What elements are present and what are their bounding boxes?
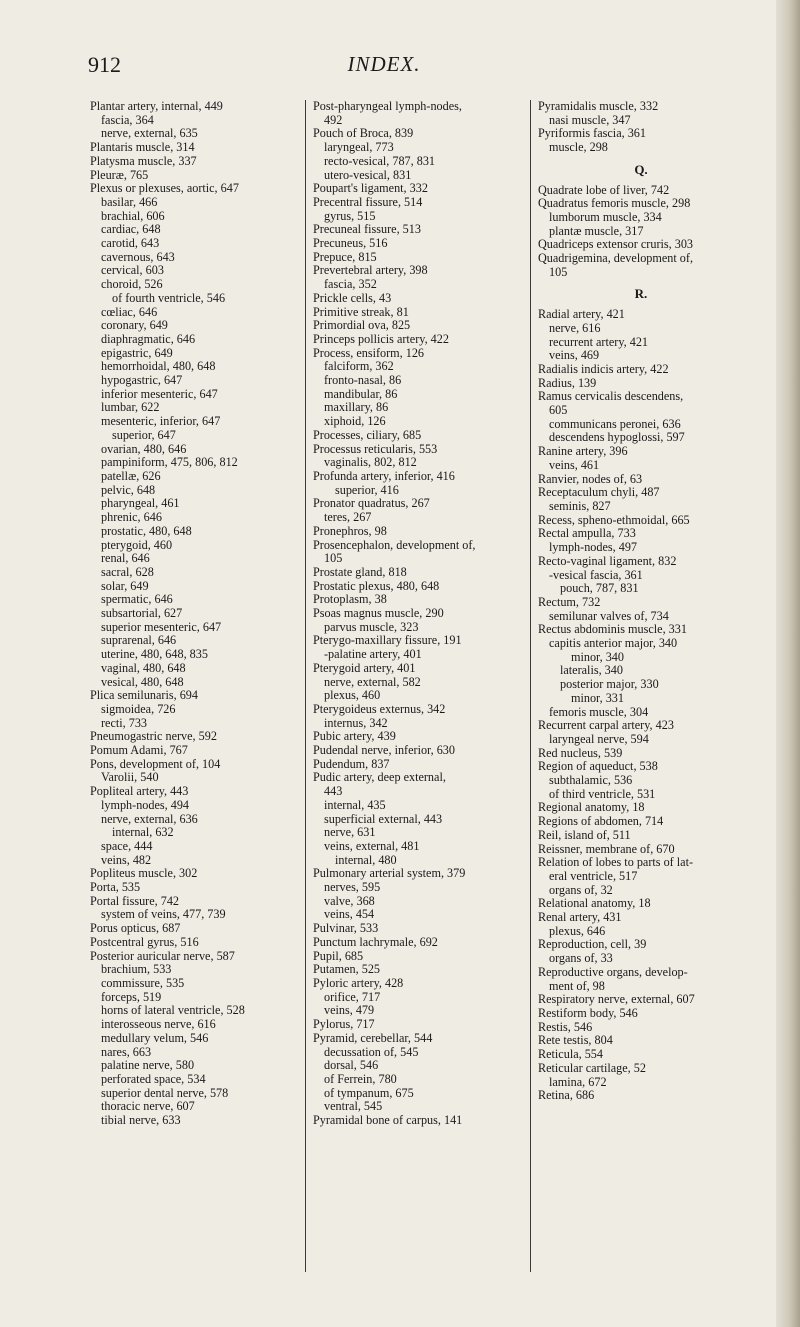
index-entry: Protoplasm, 38 — [313, 592, 387, 607]
index-subentry: dorsal, 546 — [324, 1058, 379, 1073]
index-subentry: hemorrhoidal, 480, 648 — [101, 359, 216, 374]
index-entry: Precuneus, 516 — [313, 236, 388, 251]
index-subentry: plexus, 460 — [324, 688, 381, 703]
index-entry: Postcentral gyrus, 516 — [90, 934, 199, 949]
index-entry: Quadrate lobe of liver, 742 — [538, 182, 670, 197]
index-entry: Relational anatomy, 18 — [538, 896, 651, 911]
index-subentry: palatine nerve, 580 — [101, 1058, 195, 1073]
index-subentry: ment of, 98 — [549, 978, 605, 993]
index-subentry: veins, 469 — [549, 348, 600, 363]
index-subentry: uterine, 480, 648, 835 — [101, 647, 208, 662]
index-subentry: Varolii, 540 — [101, 770, 159, 785]
index-entry: Reproductive organs, develop- — [538, 964, 688, 979]
index-entry: Prepuce, 815 — [313, 249, 377, 264]
index-subentry: of Ferrein, 780 — [324, 1071, 397, 1086]
index-subentry: sacral, 628 — [101, 564, 154, 579]
index-subentry: cœliac, 646 — [101, 304, 158, 319]
index-subentry: spermatic, 646 — [101, 592, 173, 607]
index-subentry: decussation of, 545 — [324, 1044, 419, 1059]
index-subentry: vesical, 480, 648 — [101, 674, 184, 689]
index-entry: Rectum, 732 — [538, 594, 601, 609]
index-entry: Pubic artery, 439 — [313, 729, 396, 744]
index-subentry: superior, 416 — [335, 482, 399, 497]
index-entry: Profunda artery, inferior, 416 — [313, 468, 455, 483]
index-subentry: subsartorial, 627 — [101, 606, 183, 621]
index-entry: Pylorus, 717 — [313, 1017, 375, 1032]
index-subentry: renal, 646 — [101, 551, 150, 566]
index-subentry: system of veins, 477, 739 — [101, 907, 226, 922]
index-entry: Prevertebral artery, 398 — [313, 263, 428, 278]
index-entry: Pudic artery, deep external, — [313, 770, 446, 785]
index-subentry: subthalamic, 536 — [549, 773, 633, 788]
index-subentry: interosseous nerve, 616 — [101, 1017, 216, 1032]
index-subentry: superior, 647 — [112, 427, 176, 442]
index-entry: Precuneal fissure, 513 — [313, 222, 421, 237]
index-entry: Pleuræ, 765 — [90, 167, 149, 182]
index-subentry: femoris muscle, 304 — [549, 704, 649, 719]
index-subentry: 105 — [324, 551, 343, 566]
index-entry: Red nucleus, 539 — [538, 745, 623, 760]
page-number: 912 — [88, 52, 121, 77]
index-entry: Pomum Adami, 767 — [90, 743, 188, 758]
index-entry: Pyramidal bone of carpus, 141 — [313, 1113, 463, 1128]
index-subentry: carotid, 643 — [101, 236, 160, 251]
index-subentry: 105 — [549, 264, 568, 279]
index-subentry: fronto-nasal, 86 — [324, 373, 402, 388]
index-subentry: fascia, 364 — [101, 112, 154, 127]
index-subentry: hypogastric, 647 — [101, 373, 183, 388]
index-subentry: superficial external, 443 — [324, 811, 443, 826]
index-subentry: gyrus, 515 — [324, 208, 376, 223]
index-subentry: lymph-nodes, 494 — [101, 797, 190, 812]
index-subentry: xiphoid, 126 — [324, 414, 386, 429]
index-subentry: plantæ muscle, 317 — [549, 223, 644, 238]
index-subentry: orifice, 717 — [324, 989, 381, 1004]
index-entry: Reil, island of, 511 — [538, 827, 631, 842]
index-subentry: muscle, 298 — [549, 140, 608, 155]
index-subentry: lymph-nodes, 497 — [549, 540, 638, 555]
index-subentry: tibial nerve, 633 — [101, 1113, 181, 1128]
index-entry: Ramus cervicalis descendens, — [538, 389, 684, 404]
index-entry: Prostate gland, 818 — [313, 564, 407, 579]
index-subentry: fascia, 352 — [324, 277, 377, 292]
index-subentry: of third ventricle, 531 — [549, 786, 656, 801]
index-entry: Prickle cells, 43 — [313, 290, 392, 305]
index-entry: Reissner, membrane of, 670 — [538, 841, 675, 856]
index-subentry: nerve, 616 — [549, 320, 601, 335]
index-subentry: brachial, 606 — [101, 208, 165, 223]
index-subentry: thoracic nerve, 607 — [101, 1099, 195, 1114]
index-entry: Pronator quadratus, 267 — [313, 496, 430, 511]
index-subentry: pampiniform, 475, 806, 812 — [101, 455, 238, 470]
index-entry: Plantar artery, internal, 449 — [90, 100, 223, 113]
index-entry: Pterygo-maxillary fissure, 191 — [313, 633, 462, 648]
index-entry: Reticular cartilage, 52 — [538, 1060, 646, 1075]
index-subentry: valve, 368 — [324, 893, 375, 908]
index-subentry: -vesical fascia, 361 — [549, 567, 643, 582]
index-subentry: seminis, 827 — [549, 498, 611, 513]
index-subentry: internal, 480 — [335, 852, 397, 867]
index-entry: Putamen, 525 — [313, 962, 381, 977]
index-subentry: parvus muscle, 323 — [324, 619, 419, 634]
index-subentry: solar, 649 — [101, 578, 149, 593]
index-subentry: nerve, 631 — [324, 825, 376, 840]
index-subentry: capitis anterior major, 340 — [549, 636, 678, 651]
index-entry: Recto-vaginal ligament, 832 — [538, 553, 677, 568]
index-entry: Radialis indicis artery, 422 — [538, 361, 669, 376]
index-entry: Rete testis, 804 — [538, 1033, 613, 1048]
index-entry: Region of aqueduct, 538 — [538, 759, 658, 774]
index-subentry: recto-vesical, 787, 831 — [324, 153, 436, 168]
section-letter: R. — [634, 286, 648, 302]
index-entry: Quadratus femoris muscle, 298 — [538, 196, 691, 211]
index-entry: Pterygoid artery, 401 — [313, 660, 416, 675]
index-subentry: coronary, 649 — [101, 318, 168, 333]
index-entry: Plantaris muscle, 314 — [90, 140, 195, 155]
index-subentry: vaginalis, 802, 812 — [324, 455, 417, 470]
index-subentry: of fourth ventricle, 546 — [112, 290, 226, 305]
index-subentry: veins, 461 — [549, 457, 600, 472]
index-entry: Platysma muscle, 337 — [90, 153, 197, 168]
index-subentry: lateralis, 340 — [560, 663, 623, 678]
index-subentry: internal, 435 — [324, 797, 386, 812]
index-subentry: plexus, 646 — [549, 923, 606, 938]
index-entry: Primordial ova, 825 — [313, 318, 411, 333]
index-column-2 — [313, 100, 519, 1320]
index-entry: Pulvinar, 533 — [313, 921, 379, 936]
index-subentry: teres, 267 — [324, 510, 372, 525]
index-subentry: epigastric, 649 — [101, 345, 173, 360]
index-entry: Quadrigemina, development of, — [538, 251, 694, 266]
index-subentry: semilunar valves of, 734 — [549, 608, 669, 623]
index-subentry: laryngeal, 773 — [324, 140, 394, 155]
index-subentry: internal, 632 — [112, 825, 174, 840]
index-subentry: suprarenal, 646 — [101, 633, 177, 648]
index-subentry: superior dental nerve, 578 — [101, 1085, 229, 1100]
index-subentry: vaginal, 480, 648 — [101, 660, 186, 675]
index-subentry: nerve, external, 582 — [324, 674, 421, 689]
index-entry: Respiratory nerve, external, 607 — [538, 992, 695, 1007]
index-entry: Pyramidalis muscle, 332 — [538, 100, 659, 113]
index-subentry: descendens hypoglossi, 597 — [549, 430, 685, 445]
index-column-1 — [90, 100, 296, 1320]
index-subentry: minor, 340 — [571, 649, 624, 664]
index-entry: Regional anatomy, 18 — [538, 800, 645, 815]
index-subentry: forceps, 519 — [101, 989, 162, 1004]
index-entry: Pyloric artery, 428 — [313, 976, 404, 990]
index-entry: Punctum lachrymale, 692 — [313, 934, 438, 949]
index-subentry: veins, external, 481 — [324, 838, 420, 853]
index-subentry: communicans peronei, 636 — [549, 416, 681, 431]
index-subentry: inferior mesenteric, 647 — [101, 386, 218, 401]
index-subentry: pterygoid, 460 — [101, 537, 173, 552]
index-entry: Pudendum, 837 — [313, 756, 390, 771]
index-subentry: recurrent artery, 421 — [549, 334, 649, 349]
index-subentry: recti, 733 — [101, 715, 148, 730]
index-subentry: sigmoidea, 726 — [101, 701, 176, 716]
index-entry: Receptaculum chyli, 487 — [538, 485, 660, 500]
index-subentry: veins, 454 — [324, 907, 375, 922]
index-subentry: cavernous, 643 — [101, 249, 175, 264]
index-subentry: nerve, external, 636 — [101, 811, 198, 826]
index-subentry: space, 444 — [101, 838, 153, 853]
index-subentry: minor, 331 — [571, 690, 624, 705]
index-entry: Ranine artery, 396 — [538, 444, 628, 459]
index-entry: Pudendal nerve, inferior, 630 — [313, 743, 455, 758]
index-subentry: nerve, external, 635 — [101, 126, 198, 141]
column-divider — [305, 100, 306, 1272]
index-entry: Pons, development of, 104 — [90, 756, 221, 771]
index-subentry: prostatic, 480, 648 — [101, 523, 192, 538]
index-entry: Restis, 546 — [538, 1019, 593, 1034]
index-entry: Posterior auricular nerve, 587 — [90, 948, 235, 963]
index-entry: Pupil, 685 — [313, 948, 364, 963]
index-subentry: diaphragmatic, 646 — [101, 331, 196, 346]
index-entry: Pterygoideus externus, 342 — [313, 701, 446, 716]
index-subentry: 605 — [549, 403, 568, 418]
index-entry: Precentral fissure, 514 — [313, 194, 423, 209]
section-letter: Q. — [634, 161, 648, 177]
index-entry: Quadriceps extensor cruris, 303 — [538, 237, 694, 252]
index-subentry: nares, 663 — [101, 1044, 152, 1059]
index-entry: Pyriformis fascia, 361 — [538, 126, 646, 141]
index-subentry: of tympanum, 675 — [324, 1085, 414, 1100]
index-subentry: basilar, 466 — [101, 194, 158, 209]
index-subentry: maxillary, 86 — [324, 400, 389, 415]
index-subentry: pelvic, 648 — [101, 482, 156, 497]
index-subentry: brachium, 533 — [101, 962, 172, 977]
index-entry: Primitive streak, 81 — [313, 304, 409, 319]
index-subentry: superior mesenteric, 647 — [101, 619, 222, 634]
index-entry: Poupart's ligament, 332 — [313, 181, 428, 196]
index-entry: Popliteal artery, 443 — [90, 784, 189, 799]
index-subentry: -palatine artery, 401 — [324, 647, 422, 662]
index-entry: Porus opticus, 687 — [90, 921, 181, 936]
index-subentry: medullary velum, 546 — [101, 1030, 209, 1045]
index-entry: Restiform body, 546 — [538, 1006, 638, 1020]
index-subentry: choroid, 526 — [101, 277, 163, 292]
index-subentry: cardiac, 648 — [101, 222, 161, 237]
index-entry: Recurrent carpal artery, 423 — [538, 718, 674, 733]
index-entry: Rectal ampulla, 733 — [538, 526, 636, 541]
index-subentry: falciform, 362 — [324, 359, 394, 374]
index-subentry: horns of lateral ventricle, 528 — [101, 1003, 245, 1018]
index-subentry: cervical, 603 — [101, 263, 164, 278]
index-entry: Porta, 535 — [90, 880, 141, 895]
index-subentry: perforated space, 534 — [101, 1071, 206, 1086]
index-entry: Relation of lobes to parts of lat- — [538, 855, 694, 870]
index-entry: Portal fissure, 742 — [90, 893, 180, 908]
index-subentry: organs of, 32 — [549, 882, 613, 897]
index-entry: Prosencephalon, development of, — [313, 537, 476, 552]
index-subentry: laryngeal nerve, 594 — [549, 731, 649, 746]
index-subentry: 443 — [324, 784, 343, 799]
index-entry: Ranvier, nodes of, 63 — [538, 471, 643, 486]
page-header — [88, 52, 680, 82]
index-subentry: veins, 479 — [324, 1003, 375, 1018]
index-entry: Retina, 686 — [538, 1088, 595, 1103]
index-entry: Popliteus muscle, 302 — [90, 866, 198, 881]
index-entry: Post-pharyngeal lymph-nodes, — [313, 100, 462, 113]
index-entry: Pulmonary arterial system, 379 — [313, 866, 466, 881]
index-entry: Recess, spheno-ethmoidal, 665 — [538, 512, 690, 527]
index-subentry: posterior major, 330 — [560, 677, 659, 692]
index-entry: Renal artery, 431 — [538, 910, 622, 925]
index-subentry: nerves, 595 — [324, 880, 381, 895]
index-entry: Plica semilunaris, 694 — [90, 688, 198, 703]
index-entry: Prostatic plexus, 480, 648 — [313, 578, 440, 593]
index-subentry: pharyngeal, 461 — [101, 496, 180, 511]
index-entry: Psoas magnus muscle, 290 — [313, 606, 444, 621]
index-subentry: patellæ, 626 — [101, 468, 161, 483]
index-entry: Radius, 139 — [538, 375, 597, 390]
index-entry: Radial artery, 421 — [538, 307, 625, 322]
index-entry: Rectus abdominis muscle, 331 — [538, 622, 687, 637]
index-subentry: veins, 482 — [101, 852, 152, 867]
index-entry: Processes, ciliary, 685 — [313, 427, 422, 442]
index-entry: Reticula, 554 — [538, 1047, 603, 1062]
index-subentry: commissure, 535 — [101, 976, 185, 990]
index-column-3 — [538, 100, 744, 1320]
index-entry: Processus reticularis, 553 — [313, 441, 438, 456]
page-edge — [776, 0, 800, 1327]
index-subentry: lamina, 672 — [549, 1074, 607, 1089]
index-entry: Pouch of Broca, 839 — [313, 126, 414, 141]
index-entry: Pneumogastric nerve, 592 — [90, 729, 217, 744]
column-divider — [530, 100, 531, 1272]
index-entry: Plexus or plexuses, aortic, 647 — [90, 181, 239, 196]
index-entry: Pronephros, 98 — [313, 523, 387, 538]
index-entry: Regions of abdomen, 714 — [538, 814, 664, 829]
running-title: INDEX. — [347, 52, 421, 76]
index-subentry: eral ventricle, 517 — [549, 868, 638, 883]
index-entry: Princeps pollicis artery, 422 — [313, 331, 449, 346]
index-subentry: mesenteric, inferior, 647 — [101, 414, 221, 429]
index-subentry: ovarian, 480, 646 — [101, 441, 187, 456]
index-subentry: internus, 342 — [324, 715, 388, 730]
index-entry: Pyramid, cerebellar, 544 — [313, 1030, 433, 1045]
index-subentry: mandibular, 86 — [324, 386, 398, 401]
index-subentry: ventral, 545 — [324, 1099, 383, 1114]
index-entry: Reproduction, cell, 39 — [538, 937, 647, 952]
index-subentry: lumborum muscle, 334 — [549, 209, 662, 224]
index-subentry: organs of, 33 — [549, 951, 613, 966]
index-subentry: pouch, 787, 831 — [560, 581, 639, 596]
index-subentry: phrenic, 646 — [101, 510, 162, 525]
index-subentry: nasi muscle, 347 — [549, 112, 631, 127]
index-subentry: utero-vesical, 831 — [324, 167, 412, 182]
index-subentry: 492 — [324, 112, 343, 127]
index-subentry: lumbar, 622 — [101, 400, 160, 415]
index-entry: Process, ensiform, 126 — [313, 345, 425, 360]
